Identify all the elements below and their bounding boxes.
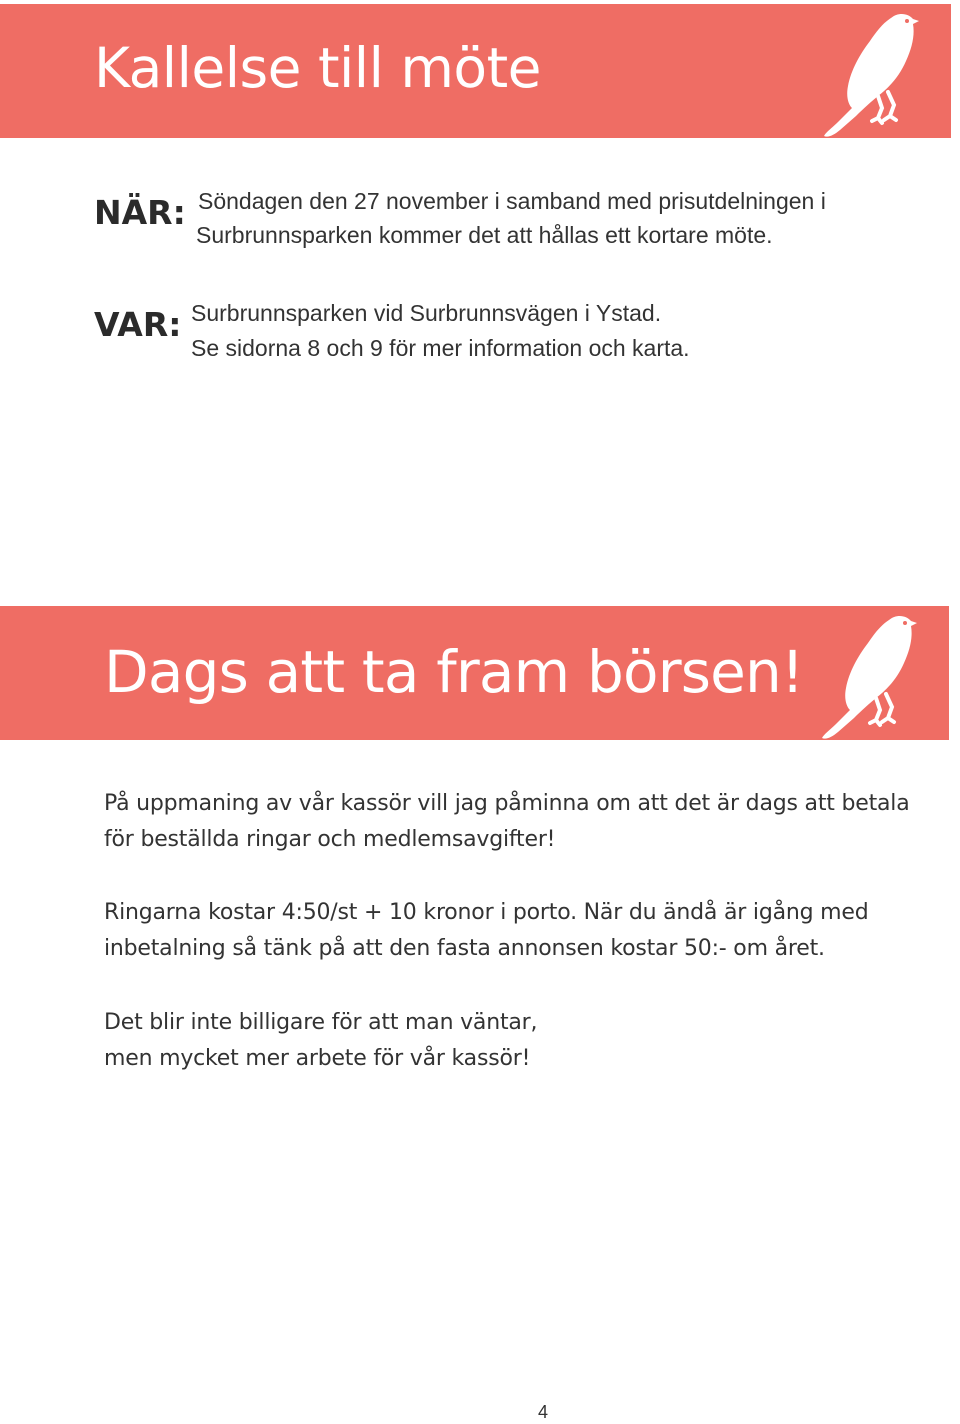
when-label: NÄR:: [94, 193, 186, 232]
page-number: 4: [538, 1402, 549, 1422]
paragraph-line: inbetalning så tänk på att den fasta annonsen kostar 50:- om året.: [104, 936, 825, 961]
paragraph-line: för beställda ringar och medlemsavgifter!: [104, 827, 556, 852]
paragraph-line: På uppmaning av vår kassör vill jag påminna om att det är dags att betala: [104, 791, 910, 816]
when-line: Surbrunnsparken kommer det att hållas ett kortare möte.: [196, 222, 773, 248]
reminder-title: Dags att ta fram börsen!: [104, 638, 804, 706]
paragraph-line: Ringarna kostar 4:50/st + 10 kronor i porto. När du ändå är igång med: [104, 900, 869, 925]
meeting-title: Kallelse till möte: [94, 36, 541, 100]
bird-icon: [820, 8, 920, 138]
where-line: Surbrunnsparken vid Surbrunnsvägen i Ystad.: [191, 300, 662, 326]
paragraph-line: men mycket mer arbete för vår kassör!: [104, 1046, 531, 1071]
when-line: Söndagen den 27 november i samband med prisutdelningen i: [198, 188, 826, 214]
bird-icon: [818, 610, 918, 740]
paragraph-line: Det blir inte billigare för att man väntar,: [104, 1010, 538, 1035]
where-label: VAR:: [94, 305, 182, 344]
meeting-banner: [0, 4, 951, 138]
reminder-banner: [0, 606, 949, 740]
where-line: Se sidorna 8 och 9 för mer information och karta.: [191, 335, 690, 361]
